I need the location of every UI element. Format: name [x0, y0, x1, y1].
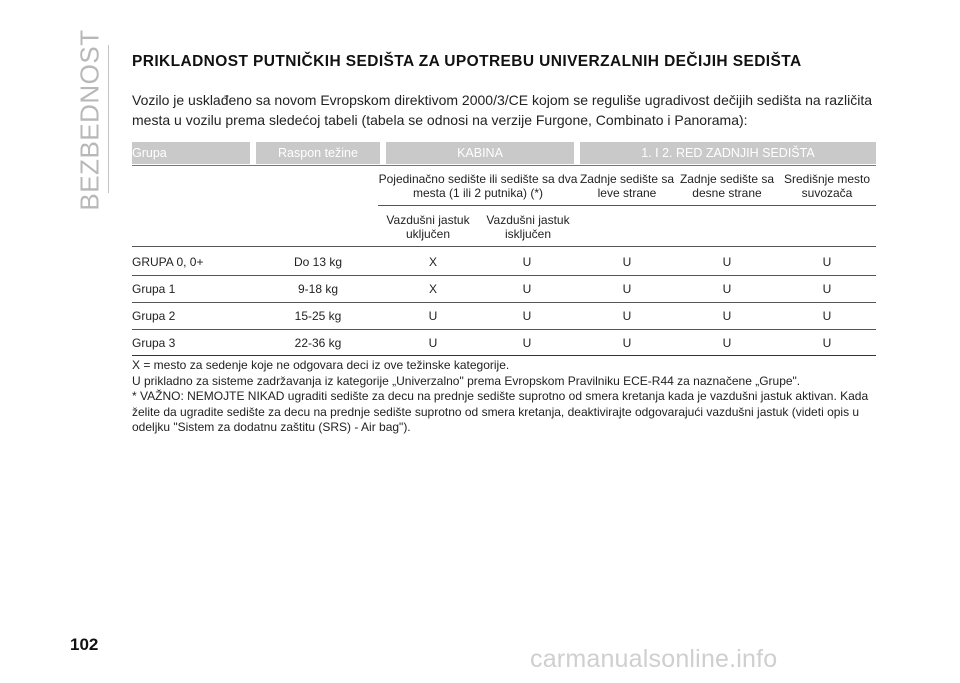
row-1-val-4: U: [722, 255, 732, 269]
row-3-val-5: U: [822, 309, 832, 323]
note-x: X = mesto za sedenje koje ne odgovara deci iz ove težinske kategorije.: [132, 358, 510, 372]
header-cabin: [386, 142, 574, 164]
row-2-val-1: X: [428, 282, 437, 296]
row-3-val-3: U: [622, 309, 632, 323]
row-3-val-2: U: [522, 309, 532, 323]
row-4-val-5: U: [822, 336, 832, 350]
row-1-rule: [132, 275, 876, 276]
row-1-weight: Do 13 kg: [293, 255, 343, 269]
intro-paragraph: Vozilo je usklađeno sa novom Evropskom direktivom 2000/3/CE kojom se reguliše ugradivost dečijih sedišta na različita mesta u vozilu prema sledećoj tabeli (tabela se odnosi na verzije Furgone, Combinato i Panorama):: [132, 92, 873, 128]
row-4-val-2: U: [522, 336, 532, 350]
row-4-val-4: U: [722, 336, 732, 350]
header-rear: [580, 142, 876, 164]
row-2-val-2: U: [522, 282, 532, 296]
subheader-rule: [378, 205, 876, 206]
subheader-airbag-on: Vazdušni jastuk uključen: [386, 213, 470, 241]
header-weight-label: Raspon težine: [278, 146, 358, 160]
header-rear-label: 1. I 2. RED ZADNJIH SEDIŠTA: [641, 146, 815, 160]
side-divider: [108, 45, 109, 193]
page-number: 102: [70, 635, 99, 654]
row-4-group: Grupa 3: [132, 336, 176, 350]
table-notes: [132, 358, 892, 436]
subheader-rear-center: Središnje mesto suvozača: [783, 172, 871, 200]
row-3-weight: 15-25 kg: [294, 309, 342, 323]
subheader-rear-left: Zadnje sedište sa leve strane: [579, 172, 675, 200]
section-side-title: [70, 29, 110, 211]
row-3-val-1: U: [428, 309, 438, 323]
row-3-val-4: U: [722, 309, 732, 323]
watermark: carmanualsonline.info: [530, 645, 778, 673]
row-3-group: Grupa 2: [132, 309, 176, 323]
row-2-val-5: U: [822, 282, 832, 296]
note-u: U prikladno za sisteme zadržavanja iz kategorije „Univerzalno" prema Evropskom Pravilniku ECE-R44 za naznačene „Grupe".: [132, 373, 801, 388]
subheader-rear-right: Zadnje sedište sa desne strane: [679, 172, 775, 200]
row-1-val-2: U: [522, 255, 532, 269]
header-cabin-label: KABINA: [457, 146, 503, 160]
row-1-val-3: U: [622, 255, 632, 269]
body-top-rule: [132, 246, 876, 247]
subheader-single-seat: Pojedinačno sedište ili sedište sa dva mesta (1 ili 2 putnika) (*): [378, 172, 578, 200]
row-1-val-5: U: [822, 255, 832, 269]
subheader-airbag-off: Vazdušni jastuk isključen: [486, 213, 570, 241]
header-weight: [256, 142, 380, 164]
row-4-val-3: U: [622, 336, 632, 350]
header-group: [132, 142, 250, 164]
section-side-title-text: BEZBEDNOST: [74, 29, 105, 211]
row-1-group: GRUPA 0, 0+: [132, 255, 204, 269]
row-4-weight: 22-36 kg: [294, 336, 342, 350]
note-important: * VAŽNO: NEMOJTE NIKAD ugraditi sedište za decu na prednje sedište suprotno od smera kretanja kada je vazdušni jastuk aktivan. Kada želite da ugradite sedište za decu na prednje sedište suprotno od smera kretanja, deaktivirajte odgovarajući vazdušni jastuk (videti opis u odeljku "Sistem za dodatnu zaštitu (SRS) - Air bag").: [132, 389, 869, 434]
row-2-group: Grupa 1: [132, 282, 176, 296]
header-group-label: Grupa: [132, 146, 167, 160]
row-3-rule: [132, 329, 876, 330]
table-bottom-rule: [132, 355, 876, 356]
row-4-val-1: U: [428, 336, 438, 350]
row-2-val-3: U: [622, 282, 632, 296]
row-2-rule: [132, 302, 876, 303]
row-1-val-1: X: [428, 255, 437, 269]
row-2-weight: 9-18 kg: [297, 282, 339, 296]
row-2-val-4: U: [722, 282, 732, 296]
page-heading: PRIKLADNOST PUTNIČKIH SEDIŠTA ZA UPOTREBU UNIVERZALNIH DEČIJIH SEDIŠTA: [132, 53, 802, 70]
header-rule: [132, 165, 876, 166]
